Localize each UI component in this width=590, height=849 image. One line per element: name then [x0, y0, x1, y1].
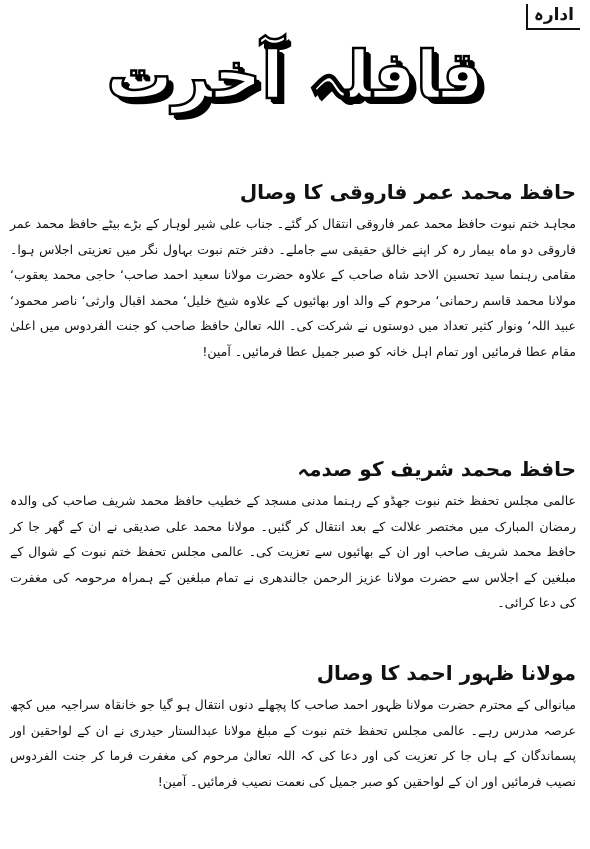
- article-title: حافظ محمد شریف کو صدمہ: [297, 457, 576, 481]
- article-paragraph: مجاہد ختم نبوت حافظ محمد عمر فاروقی انتقال کر گئے۔ جناب علی شیر لوہار کے بڑے بیٹے حافظ محمد عمر فاروقی دو ماہ بیمار رہ کر اپنے خالق حقیقی سے جاملے۔ دفتر ختم نبوت بہاول نگر میں تعزیتی اجلاس ہوا۔ مقامی رہنما سید تحسین الاحد شاہ صاحب کے علاوہ حضرت مولانا سعید احمد صاحب‘ حاجی محمد یعقوب‘ مولانا محمد قاسم رحمانی‘ مرحوم کے والد اور بھائیوں کے علاوہ شیخ خلیل‘ محمد اقبال وارثی‘ ناصر محمود‘ عبید اللہ‘ ونوار کثیر تعداد میں دوستوں نے شرکت کی۔ اللہ تعالیٰ حافظ صاحب کو جنت الفردوس میں اعلیٰ مقام عطا فرمائیں اور تمام اہل خانہ کو صبر جمیل عطا فرمائیں۔ آمین!: [10, 216, 576, 359]
- article-body: [10, 211, 576, 364]
- article-hafiz-muhammad-sharif: [10, 454, 576, 616]
- article-title: مولانا ظہور احمد کا وصال: [316, 661, 576, 685]
- article-hafiz-umar-farooqi: [10, 177, 576, 364]
- article-paragraph: عالمی مجلس تحفظ ختم نبوت جھڈو کے رہنما مدنی مسجد کے خطیب حافظ محمد شریف صاحب کی والدہ رمضان المبارک میں مختصر علالت کے بعد انتقال کر گئیں۔ مولانا محمد علی صدیقی نے ان کے گھر جا کر حافظ محمد شریف صاحب اور ان کے بھائیوں سے تعزیت کی۔ عالمی مجلس تحفظ ختم نبوت کے شوال کے مبلغین کے اجلاس سے حضرت مولانا عزیز الرحمن جالندھری نے تمام مبلغین کے ہمراہ مرحومہ کی مغفرت کی دعا کرائی۔: [10, 493, 576, 610]
- masthead-title: قافلہ آخرت: [106, 37, 484, 114]
- section-label: ادارہ: [526, 4, 580, 30]
- article-body: [10, 488, 576, 616]
- article-body: [10, 692, 576, 794]
- article-title: حافظ محمد عمر فاروقی کا وصال: [239, 180, 576, 204]
- article-paragraph: میانوالی کے محترم حضرت مولانا ظہور احمد صاحب کا پچھلے دنوں انتقال ہو گیا جو خانقاہ سراجیہ میں کچھ عرصہ مدرس رہے۔ عالمی مجلس تحفظ ختم نبوت کے مبلغ مولانا عبدالستار حیدری نے ان کے لواحقین اور پسماندگان کے ہاں جا کر تعزیت کی اور دعا کی کہ اللہ تعالیٰ مرحوم کی مغفرت فرما کر جنت الفردوس نصیب فرمائیں اور ان کے لواحقین کو صبر جمیل کی نعمت نصیب فرمائیں۔ آمین!: [10, 697, 576, 789]
- article-maulana-zahoor-ahmad: [10, 658, 576, 794]
